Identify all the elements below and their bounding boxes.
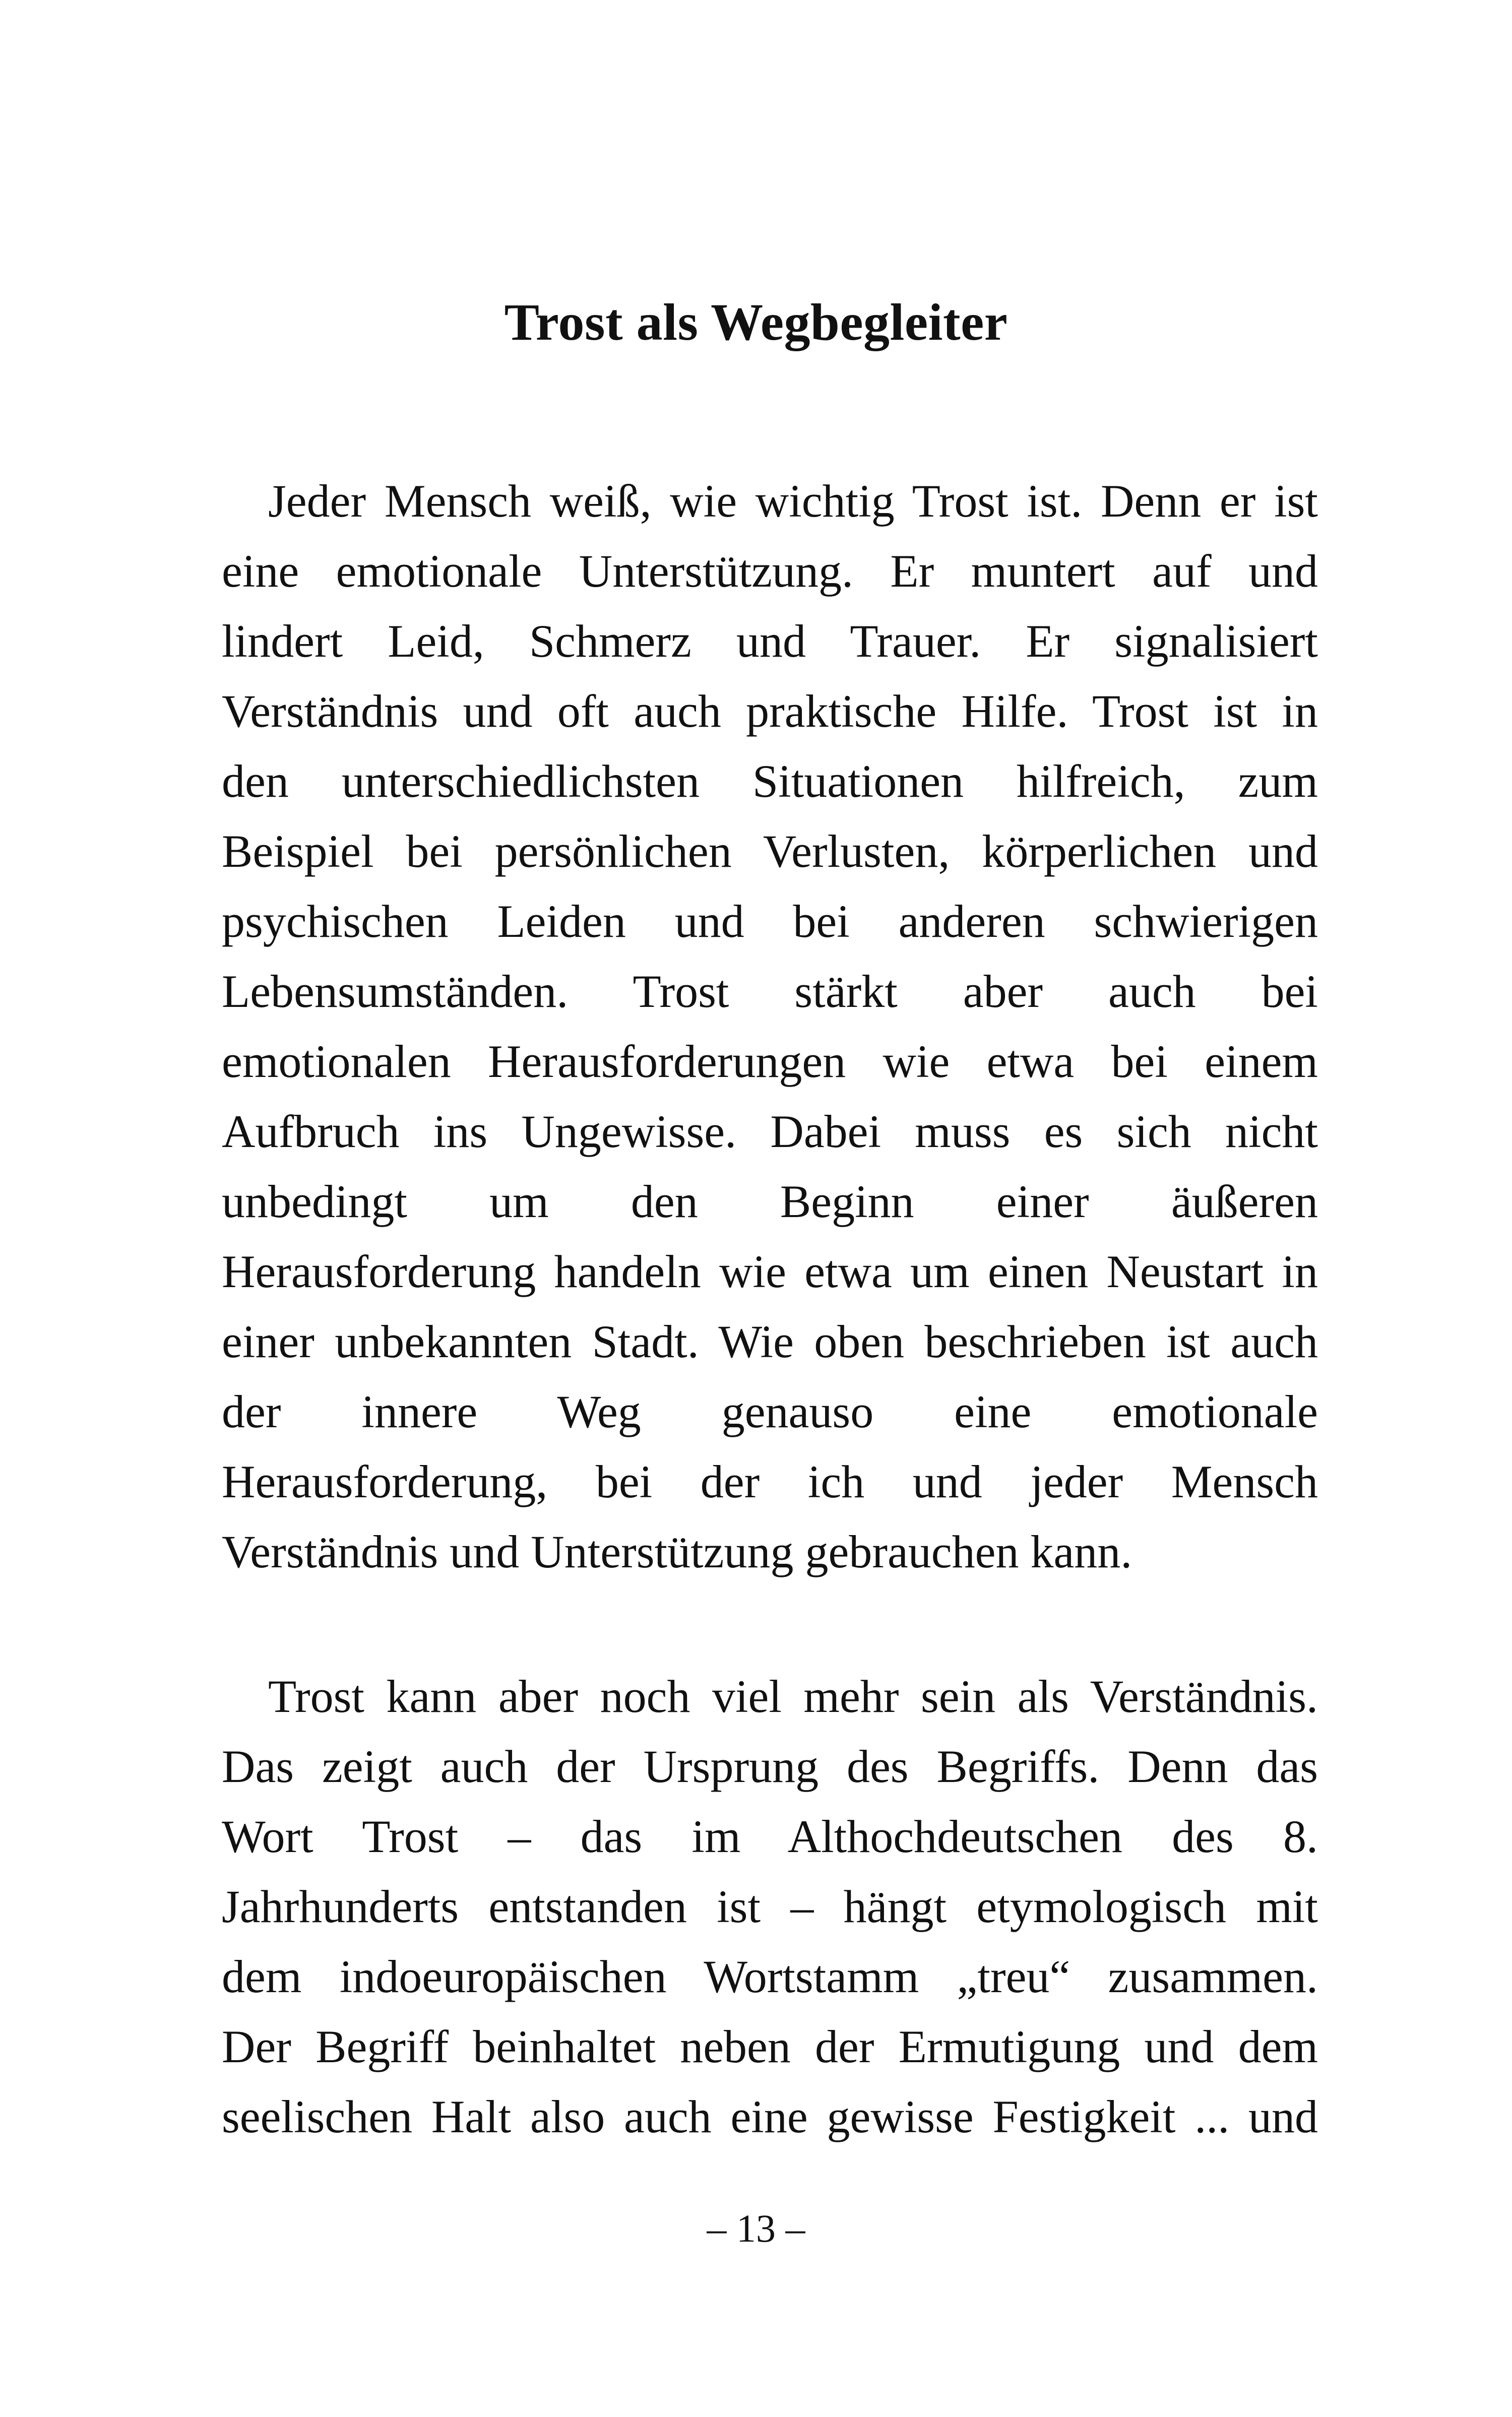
text-line: Trost kann aber noch viel mehr sein als Verständnis. bbox=[268, 1671, 1318, 1722]
text-line: Jahrhunderts entstanden ist – hängt etymologisch mit bbox=[222, 1881, 1318, 1932]
text-line: psychischen Leiden und bei anderen schwierigen bbox=[222, 896, 1318, 947]
text-line: Jeder Mensch weiß, wie wichtig Trost ist. Denn er ist bbox=[268, 475, 1318, 527]
text-line: Verständnis und oft auch praktische Hilfe. Trost ist in bbox=[222, 685, 1318, 737]
paragraph-1 bbox=[222, 466, 1318, 1587]
text-line: Das zeigt auch der Ursprung des Begriffs. Denn das bbox=[222, 1741, 1318, 1792]
text-line: Herausforderung handeln wie etwa um einen Neustart in bbox=[222, 1246, 1318, 1297]
text-line: Verständnis und Unterstützung gebrauchen kann. bbox=[222, 1526, 1132, 1577]
text-line: Der Begriff beinhaltet neben der Ermutigung und dem bbox=[222, 2021, 1318, 2072]
text-line: emotionalen Herausforderungen wie etwa bei einem bbox=[222, 1036, 1318, 1087]
text-line: einer unbekannten Stadt. Wie oben beschrieben ist auch bbox=[222, 1316, 1318, 1367]
text-line: unbedingt um den Beginn einer äußeren bbox=[222, 1176, 1318, 1227]
text-line: den unterschiedlichsten Situationen hilfreich, zum bbox=[222, 755, 1318, 807]
chapter-title: Trost als Wegbegleiter bbox=[504, 293, 1008, 351]
text-line: der innere Weg genauso eine emotionale bbox=[222, 1386, 1318, 1437]
text-line: dem indoeuropäischen Wortstamm „treu“ zusammen. bbox=[222, 1951, 1318, 2002]
text-line: Lebensumständen. Trost stärkt aber auch bei bbox=[222, 966, 1318, 1017]
text-line: lindert Leid, Schmerz und Trauer. Er signalisiert bbox=[222, 615, 1318, 667]
text-line: Beispiel bei persönlichen Verlusten, körperlichen und bbox=[222, 825, 1318, 877]
text-line: eine emotionale Unterstützung. Er muntert auf und bbox=[222, 545, 1318, 597]
page-number: – 13 – bbox=[707, 2206, 805, 2250]
text-line: Aufbruch ins Ungewisse. Dabei muss es sich nicht bbox=[222, 1106, 1318, 1157]
text-line: seelischen Halt also auch eine gewisse Festigkeit ... und bbox=[222, 2091, 1318, 2142]
paragraph-2 bbox=[222, 1662, 1318, 2152]
text-line: Herausforderung, bei der ich und jeder Mensch bbox=[222, 1456, 1318, 1507]
text-line: Wort Trost – das im Althochdeutschen des 8. bbox=[222, 1811, 1318, 1862]
